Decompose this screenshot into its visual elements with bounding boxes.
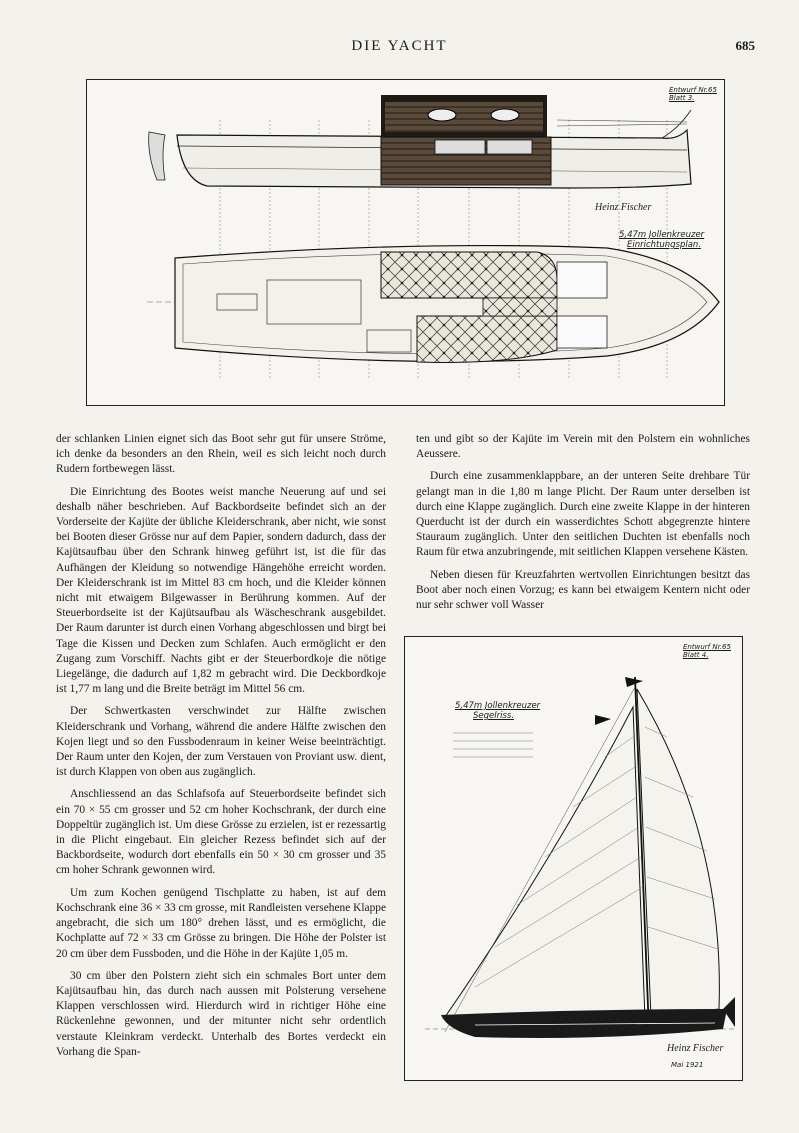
figure-sail-plan [404, 636, 743, 1081]
designer-signature: Heinz Fischer [667, 1043, 724, 1054]
running-header: DIE YACHT [351, 38, 448, 54]
paragraph: der schlanken Linien eignet sich das Boot sehr gut für unsere Ströme, ich denke da besonders an den Rhein, weil es sich leicht noch durch Rudern fortbewegen lässt. [56, 433, 386, 476]
plate-number-note: Entwurf Nr.65 Blatt 3. [669, 86, 717, 102]
figure-accommodation-plan [86, 79, 725, 406]
paragraph: Die Einrichtung des Bootes weist manche Neuerung auf und sei deshalb näher beschrieben. Auf Backbordseite befindet sich an der Vorderseite der Kajüte der übliche Kleiderschrank, aber nicht, wie sonst bei Booten dieser Grösse nur auf dem Papier, sondern dadurch, dass der Kajütsaufbau über den Schrank hinweg geführt ist, ist die für das Aufhängen der Kleidung so notwendige Hängehöhe erreicht worden. Der Kleiderschrank ist im Mittel 83 cm hoch, und die Kleider können nicht mit etwaigem Bilgewasser in Berührung kommen. Auf der Steuerbordseite ist der Kajütsaufbau als Wäscheschrank ausgebildet. Der Raum darunter ist durch einen Vorhang abgeschlossen und birgt bei Tage die Kissen und Decken zum Schlafen. Auch ermöglicht er den Zugang zum Vorschiff. Nachts gibt er der Steuerbordkoje die nötige Liegelänge, die dadurch auf 1,82 m gebracht wird. Die Deckbordkoje ist 1,77 m lang und die Breite beträgt im Mittel 56 cm. [56, 485, 386, 696]
paragraph: 30 cm über den Polstern zieht sich ein schmales Bort unter dem Kajütsaufbau hin, das durch nach aussen mit Polsterung versehene Klappen verschlossen wird. Hierdurch wird in richtiger Höhe eine Rückenlehne gewonnen, und der mitunter nicht sehr ordentlich verstaute Kleinkram verdeckt. Unterhalb des Bortes verdeckt ein Vorhang die Span- [56, 969, 386, 1058]
page-number: 685 [735, 38, 755, 53]
paragraph: Um zum Kochen genügend Tischplatte zu haben, ist auf dem Kochschrank eine 36 × 33 cm grosse, mit Randleisten versehene Klappe angebracht, die sich um 180° drehen lässt, und es ermöglicht, die Kochplatte auf 72 × 33 cm Grösse zu bringen. Die Höhe der Polster ist 20 cm über dem Fussboden, und die Höhe in der Kajüte 1,05 m. [56, 886, 387, 960]
designer-signature: Heinz Fischer [595, 202, 652, 213]
drawing-title: 5,47m Jollenkreuzer Segelriss. [455, 701, 541, 721]
paragraph: Anschliessend an das Schlafsofa auf Steuerbordseite befindet sich ein 70 × 55 cm grosser und 52 cm hoher Kochschrank, der durch eine Doppeltür zugänglich ist. Um diese Grösse zu erzielen, ist er rezessartig in die Plicht eingebaut. Ein gleicher Rezess befindet sich auf der Backbordseite, wodurch dort ebenfalls ein 50 × 30 cm grosser und 35 cm hoher Schrank gewonnen wird. [56, 788, 386, 877]
paragraph: Neben diesen für Kreuzfahrten wertvollen Einrichtungen besitzt das Boot aber noch einen Vorzug; es kann bei etwaigem Kentern nicht oder nur sehr schwer voll Wasser [416, 568, 750, 612]
body-text-left-column [56, 432, 386, 1067]
drawing-date: Mai 1921 [671, 1061, 704, 1069]
paragraph: ten und gibt so der Kajüte im Verein mit den Polstern ein wohnliches Aeussere. [416, 433, 750, 461]
paragraph: Der Schwertkasten verschwindet zur Hälfte zwischen Kleiderschrank und Vorhang, während die andere Hälfte zwischen den Kojen liegt und so den Fussbodenraum in keiner Weise beeinträchtigt. Der Raum unter den Kojen, der zum Verstauen von Proviant usw. dient, ist durch Klappen von oben aus zugänglich. [56, 705, 386, 779]
drawing-title: 5,47m Jollenkreuzer Einrichtungsplan. [619, 230, 705, 250]
plate-number-note: Entwurf Nr.65 Blatt 4. [683, 643, 731, 659]
body-text-right-column [416, 432, 750, 620]
paragraph: Durch eine zusammenklappbare, an der unteren Seite drehbare Tür gelangt man in die 1,80 m lange Plicht. Der Raum unter derselben ist durch eine Klappe zugänglich. Durch eine zweite Klappe in der hinteren Querducht ist der durch ein wasserdichtes Schott abgegrenzte hintere Stauraum zugänglich. Unter den seitlichen Duchten ist ebenfalls noch Raum für etwa anzubringende, mit seitlichen Klappen versehene Kästen. [416, 470, 750, 559]
